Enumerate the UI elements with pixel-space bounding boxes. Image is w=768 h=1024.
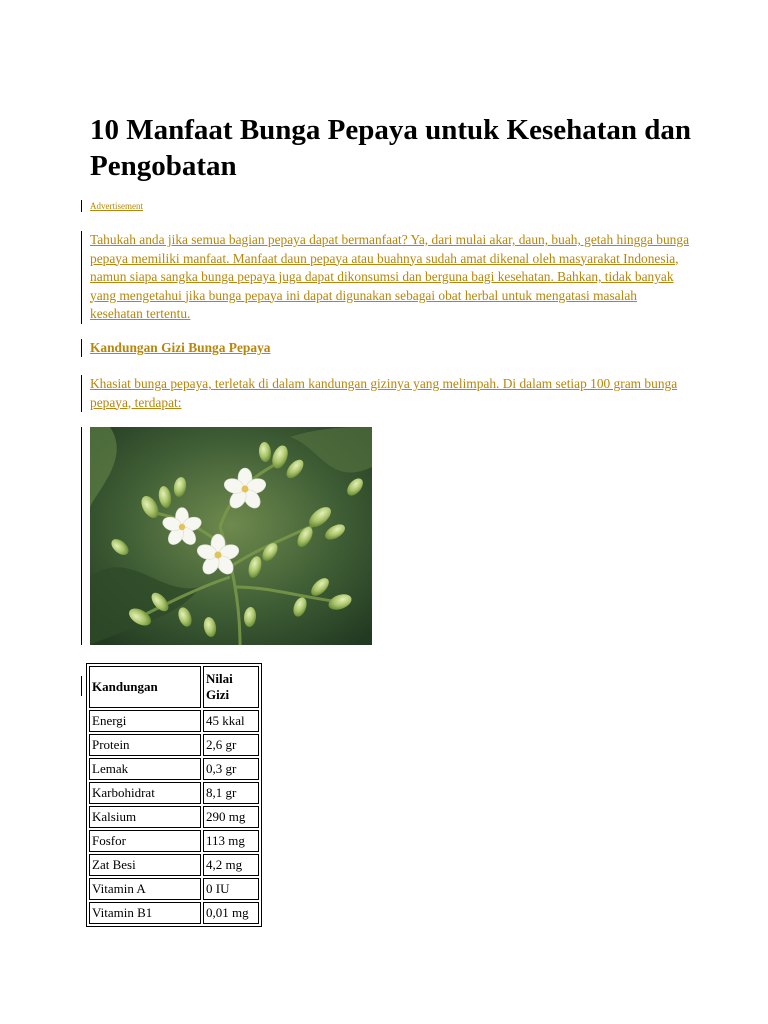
table-row — [89, 878, 259, 900]
table-row — [89, 758, 259, 780]
section-heading-link[interactable]: Kandungan Gizi Bunga Pepaya — [90, 340, 271, 355]
table-cell-value: 0 IU — [203, 878, 259, 900]
table-row — [89, 782, 259, 804]
table-cell-value: 0,01 mg — [203, 902, 259, 924]
table-cell-nutrient: Vitamin A — [89, 878, 201, 900]
table-row — [89, 734, 259, 756]
section-heading-block — [81, 339, 270, 357]
table-cell-value: 4,2 mg — [203, 854, 259, 876]
table-header-row — [89, 666, 259, 708]
advertisement-block — [81, 200, 143, 212]
intro-paragraph-link[interactable]: Tahukah anda jika semua bagian pepaya dapat bermanfaat? Ya, dari mulai akar, daun, buah, getah hingga bunga pepaya memiliki manfaat. Manfaat daun pepaya atau buahnya sudah amat dikenal oleh masyarakat Indonesia, namun siapa sangka bunga pepaya juga dapat dikonsumsi dan berguna bagi kesehatan. Bahkan, tidak banyak yang mengetahui jika bunga pepaya ini dapat digunakan sebagai obat herbal untuk mengatasi masalah kesehatan tertentu. — [90, 232, 690, 321]
article-title: 10 Manfaat Bunga Pepaya untuk Kesehatan dan Pengobatan — [90, 114, 692, 182]
table-cell-value: 2,6 gr — [203, 734, 259, 756]
nutrition-table — [86, 663, 262, 927]
table-row — [89, 710, 259, 732]
photo-block — [81, 427, 372, 645]
table-cell-nutrient: Fosfor — [89, 830, 201, 852]
table-cell-nutrient: Energi — [89, 710, 201, 732]
table-cell-nutrient: Vitamin B1 — [89, 902, 201, 924]
table-cell-nutrient: Karbohidrat — [89, 782, 201, 804]
table-cell-nutrient: Lemak — [89, 758, 201, 780]
table-cell-nutrient: Zat Besi — [89, 854, 201, 876]
table-row — [89, 806, 259, 828]
khasiat-paragraph-block — [81, 375, 690, 412]
table-cell-value: 290 mg — [203, 806, 259, 828]
intro-paragraph-block — [81, 231, 690, 324]
table-cell-value: 8,1 gr — [203, 782, 259, 804]
table-cell-value: 113 mg — [203, 830, 259, 852]
table-row — [89, 830, 259, 852]
table-header-kandungan: Kandungan — [89, 666, 201, 708]
khasiat-paragraph-link[interactable]: Khasiat bunga pepaya, terletak di dalam kandungan gizinya yang melimpah. Di dalam setiap 100 gram bunga pepaya, terdapat: — [90, 376, 678, 410]
table-cell-nutrient: Protein — [89, 734, 201, 756]
table-row — [89, 854, 259, 876]
table-cell-value: 45 kkal — [203, 710, 259, 732]
table-cell-nutrient: Kalsium — [89, 806, 201, 828]
table-row — [89, 902, 259, 924]
table-header-nilai-gizi: Nilai Gizi — [203, 666, 259, 708]
papaya-flower-photo — [90, 427, 372, 645]
advertisement-link[interactable]: Advertisement — [90, 201, 143, 211]
table-cell-value: 0,3 gr — [203, 758, 259, 780]
table-margin-bar — [81, 676, 82, 696]
